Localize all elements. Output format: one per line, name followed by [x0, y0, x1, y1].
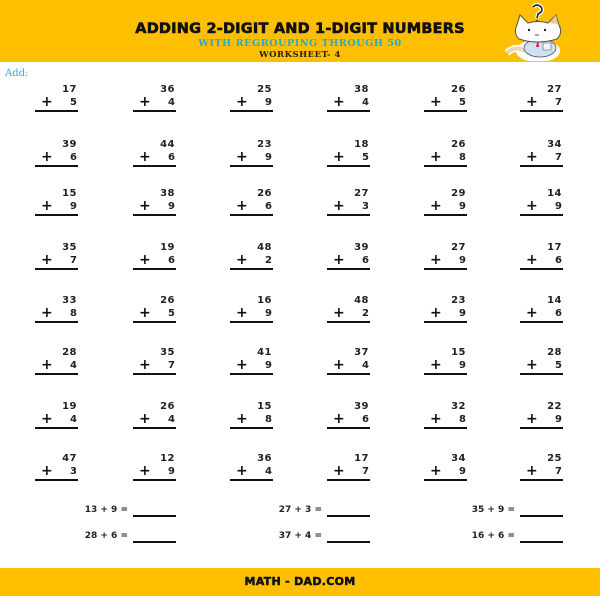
addend-bottom: 7 [70, 255, 77, 266]
horizontal-problem [260, 531, 370, 545]
addend-bottom: 7 [168, 360, 175, 371]
addition-problem [133, 84, 177, 114]
plus-icon: + [236, 357, 248, 373]
answer-line [520, 479, 563, 481]
addend-top: 22 [547, 401, 562, 412]
answer-line [230, 165, 273, 167]
addend-top: 34 [547, 139, 562, 150]
plus-icon: + [236, 411, 248, 427]
addition-problem [327, 401, 371, 431]
plus-icon: + [41, 305, 53, 321]
addition-problem [230, 139, 274, 169]
addend-top: 36 [160, 84, 175, 95]
addend-bottom: 5 [168, 308, 175, 319]
answer-line [424, 110, 467, 112]
answer-blank[interactable] [327, 541, 370, 543]
addend-bottom: 9 [555, 201, 562, 212]
addend-top: 26 [451, 139, 466, 150]
plus-icon: + [333, 411, 345, 427]
equation-text: 16 + 6 = [471, 531, 515, 541]
addition-problem [133, 139, 177, 169]
addend-top: 26 [160, 401, 175, 412]
equation-text: 13 + 9 = [84, 505, 128, 515]
addend-bottom: 9 [265, 308, 272, 319]
addend-bottom: 3 [70, 466, 77, 477]
addition-problem [230, 401, 274, 431]
plus-icon: + [41, 198, 53, 214]
plus-icon: + [430, 357, 442, 373]
answer-line [133, 373, 176, 375]
plus-icon: + [333, 94, 345, 110]
addend-top: 48 [354, 295, 369, 306]
cat-mascot-icon [503, 3, 571, 61]
answer-blank[interactable] [520, 541, 563, 543]
plus-icon: + [430, 94, 442, 110]
answer-line [424, 427, 467, 429]
addition-problem [133, 401, 177, 431]
plus-icon: + [526, 252, 538, 268]
addend-top: 19 [160, 242, 175, 253]
addend-top: 38 [160, 188, 175, 199]
answer-line [327, 479, 370, 481]
plus-icon: + [139, 252, 151, 268]
addend-top: 48 [257, 242, 272, 253]
addend-top: 26 [160, 295, 175, 306]
addition-problem [424, 453, 468, 483]
addend-bottom: 9 [168, 466, 175, 477]
answer-line [520, 165, 563, 167]
addend-bottom: 5 [362, 152, 369, 163]
addend-bottom: 6 [70, 152, 77, 163]
plus-icon: + [333, 252, 345, 268]
addition-problem [35, 347, 79, 377]
addend-bottom: 4 [168, 97, 175, 108]
addend-top: 27 [547, 84, 562, 95]
footer-site-name: MATH - DAD.COM [244, 575, 356, 588]
addition-problem [520, 401, 564, 431]
addition-problem [230, 295, 274, 325]
answer-line [327, 373, 370, 375]
addend-top: 26 [257, 188, 272, 199]
addend-top: 15 [257, 401, 272, 412]
addition-problem [35, 453, 79, 483]
addition-problem [424, 401, 468, 431]
addend-top: 26 [451, 84, 466, 95]
answer-line [230, 321, 273, 323]
addend-bottom: 9 [70, 201, 77, 212]
addend-top: 18 [354, 139, 369, 150]
addition-problem [424, 295, 468, 325]
answer-line [133, 165, 176, 167]
addend-bottom: 2 [265, 255, 272, 266]
addend-bottom: 9 [459, 201, 466, 212]
answer-blank[interactable] [133, 515, 176, 517]
answer-line [133, 214, 176, 216]
plus-icon: + [41, 411, 53, 427]
answer-line [35, 321, 78, 323]
answer-line [327, 268, 370, 270]
addend-top: 36 [257, 453, 272, 464]
plus-icon: + [139, 305, 151, 321]
addition-problem [327, 453, 371, 483]
plus-icon: + [526, 94, 538, 110]
addend-top: 37 [354, 347, 369, 358]
addition-problem [424, 188, 468, 218]
addition-problem [133, 188, 177, 218]
addition-problem [327, 139, 371, 169]
addend-top: 27 [451, 242, 466, 253]
plus-icon: + [41, 149, 53, 165]
addition-problem [35, 84, 79, 114]
answer-line [327, 321, 370, 323]
answer-line [520, 321, 563, 323]
answer-line [230, 214, 273, 216]
answer-blank[interactable] [327, 515, 370, 517]
plus-icon: + [139, 463, 151, 479]
addition-problem [35, 242, 79, 272]
addition-problem [133, 242, 177, 272]
plus-icon: + [41, 463, 53, 479]
answer-line [520, 214, 563, 216]
answer-line [520, 427, 563, 429]
answer-line [424, 479, 467, 481]
answer-line [133, 268, 176, 270]
plus-icon: + [333, 305, 345, 321]
addend-bottom: 9 [265, 97, 272, 108]
plus-icon: + [236, 149, 248, 165]
addend-top: 25 [547, 453, 562, 464]
addend-top: 47 [62, 453, 77, 464]
page-title: ADDING 2-DIGIT AND 1-DIGIT NUMBERS [135, 21, 465, 37]
answer-line [35, 479, 78, 481]
addend-bottom: 4 [70, 414, 77, 425]
plus-icon: + [526, 463, 538, 479]
addend-top: 39 [62, 139, 77, 150]
answer-line [230, 427, 273, 429]
addition-problem [520, 242, 564, 272]
addend-top: 15 [451, 347, 466, 358]
addition-problem [520, 84, 564, 114]
addend-bottom: 7 [555, 466, 562, 477]
answer-line [230, 268, 273, 270]
answer-line [35, 427, 78, 429]
addend-bottom: 5 [555, 360, 562, 371]
addition-problem [35, 295, 79, 325]
addend-bottom: 7 [555, 152, 562, 163]
answer-line [424, 268, 467, 270]
answer-line [327, 110, 370, 112]
addition-problem [35, 188, 79, 218]
answer-line [520, 268, 563, 270]
addition-problem [133, 347, 177, 377]
addend-bottom: 3 [362, 201, 369, 212]
addend-bottom: 8 [459, 414, 466, 425]
addend-bottom: 9 [265, 360, 272, 371]
equation-text: 27 + 3 = [278, 505, 322, 515]
addend-bottom: 9 [168, 201, 175, 212]
addend-top: 27 [354, 188, 369, 199]
addition-problem [133, 295, 177, 325]
answer-line [35, 214, 78, 216]
addend-top: 23 [257, 139, 272, 150]
addend-top: 23 [451, 295, 466, 306]
addend-bottom: 6 [265, 201, 272, 212]
addition-problem [230, 242, 274, 272]
plus-icon: + [236, 463, 248, 479]
header-banner [0, 0, 600, 62]
addend-bottom: 4 [362, 97, 369, 108]
addition-problem [133, 453, 177, 483]
answer-line [230, 110, 273, 112]
answer-line [424, 165, 467, 167]
addition-problem [35, 401, 79, 431]
plus-icon: + [139, 357, 151, 373]
addend-top: 28 [547, 347, 562, 358]
plus-icon: + [430, 149, 442, 165]
answer-line [133, 110, 176, 112]
addition-problem [327, 295, 371, 325]
plus-icon: + [41, 94, 53, 110]
addend-bottom: 9 [459, 360, 466, 371]
addend-bottom: 6 [168, 152, 175, 163]
addend-top: 29 [451, 188, 466, 199]
addend-top: 39 [354, 401, 369, 412]
equation-text: 35 + 9 = [471, 505, 515, 515]
addend-top: 34 [451, 453, 466, 464]
addend-bottom: 6 [362, 255, 369, 266]
addition-problem [327, 242, 371, 272]
addend-top: 41 [257, 347, 272, 358]
plus-icon: + [430, 305, 442, 321]
addition-problem [230, 84, 274, 114]
answer-blank[interactable] [520, 515, 563, 517]
addend-top: 17 [62, 84, 77, 95]
answer-line [327, 214, 370, 216]
addend-top: 17 [354, 453, 369, 464]
plus-icon: + [430, 411, 442, 427]
addition-problem [424, 347, 468, 377]
addend-top: 28 [62, 347, 77, 358]
answer-line [133, 479, 176, 481]
answer-line [327, 165, 370, 167]
addend-top: 38 [354, 84, 369, 95]
plus-icon: + [333, 357, 345, 373]
addition-problem [230, 347, 274, 377]
horizontal-problem [453, 531, 563, 545]
footer-banner [0, 568, 600, 596]
addend-bottom: 4 [168, 414, 175, 425]
addend-bottom: 9 [459, 466, 466, 477]
answer-line [327, 427, 370, 429]
addend-bottom: 5 [459, 97, 466, 108]
answer-line [424, 214, 467, 216]
answer-line [230, 479, 273, 481]
addend-top: 15 [62, 188, 77, 199]
plus-icon: + [333, 149, 345, 165]
plus-icon: + [526, 198, 538, 214]
addend-bottom: 7 [555, 97, 562, 108]
addition-problem [327, 188, 371, 218]
plus-icon: + [526, 305, 538, 321]
plus-icon: + [139, 198, 151, 214]
plus-icon: + [333, 198, 345, 214]
addition-problem [424, 139, 468, 169]
answer-line [520, 373, 563, 375]
addend-top: 25 [257, 84, 272, 95]
addend-bottom: 4 [70, 360, 77, 371]
equation-text: 28 + 6 = [84, 531, 128, 541]
answer-line [35, 373, 78, 375]
addition-problem [230, 453, 274, 483]
plus-icon: + [41, 357, 53, 373]
answer-blank[interactable] [133, 541, 176, 543]
addend-bottom: 9 [459, 308, 466, 319]
addition-problem [424, 84, 468, 114]
addend-top: 14 [547, 295, 562, 306]
plus-icon: + [236, 94, 248, 110]
addition-problem [520, 347, 564, 377]
plus-icon: + [430, 463, 442, 479]
addend-top: 35 [62, 242, 77, 253]
addend-bottom: 9 [459, 255, 466, 266]
page-subtitle: WITH REGROUPING THROUGH 50 [198, 38, 402, 49]
plus-icon: + [139, 94, 151, 110]
worksheet-number: WORKSHEET- 4 [259, 50, 341, 60]
plus-icon: + [236, 198, 248, 214]
addition-problem [520, 295, 564, 325]
answer-line [230, 373, 273, 375]
answer-line [133, 321, 176, 323]
addend-bottom: 6 [555, 308, 562, 319]
plus-icon: + [236, 252, 248, 268]
addend-top: 14 [547, 188, 562, 199]
instructions-label: Add: [5, 68, 29, 79]
addend-bottom: 2 [362, 308, 369, 319]
addend-bottom: 5 [70, 97, 77, 108]
horizontal-problem [260, 505, 370, 519]
addition-problem [327, 84, 371, 114]
answer-line [35, 110, 78, 112]
plus-icon: + [526, 357, 538, 373]
addend-bottom: 6 [555, 255, 562, 266]
plus-icon: + [139, 149, 151, 165]
addend-top: 35 [160, 347, 175, 358]
addition-problem [230, 188, 274, 218]
addend-top: 16 [257, 295, 272, 306]
answer-line [35, 165, 78, 167]
answer-line [424, 321, 467, 323]
addition-problem [520, 139, 564, 169]
addend-bottom: 9 [555, 414, 562, 425]
horizontal-problem [66, 505, 176, 519]
plus-icon: + [526, 149, 538, 165]
addend-bottom: 7 [362, 466, 369, 477]
addend-top: 44 [160, 139, 175, 150]
plus-icon: + [526, 411, 538, 427]
addend-bottom: 4 [362, 360, 369, 371]
addition-problem [327, 347, 371, 377]
addition-problem [520, 188, 564, 218]
equation-text: 37 + 4 = [278, 531, 322, 541]
plus-icon: + [139, 411, 151, 427]
addend-bottom: 8 [459, 152, 466, 163]
addend-bottom: 9 [265, 152, 272, 163]
plus-icon: + [236, 305, 248, 321]
plus-icon: + [430, 252, 442, 268]
addend-bottom: 6 [168, 255, 175, 266]
plus-icon: + [333, 463, 345, 479]
addend-top: 32 [451, 401, 466, 412]
horizontal-problem [66, 531, 176, 545]
addend-bottom: 8 [265, 414, 272, 425]
addend-top: 12 [160, 453, 175, 464]
addition-problem [424, 242, 468, 272]
addition-problem [520, 453, 564, 483]
answer-line [35, 268, 78, 270]
plus-icon: + [41, 252, 53, 268]
addend-bottom: 4 [265, 466, 272, 477]
answer-line [520, 110, 563, 112]
horizontal-problem [453, 505, 563, 519]
addition-problem [35, 139, 79, 169]
plus-icon: + [430, 198, 442, 214]
addend-top: 17 [547, 242, 562, 253]
addend-bottom: 6 [362, 414, 369, 425]
answer-line [424, 373, 467, 375]
addend-top: 19 [62, 401, 77, 412]
addend-top: 39 [354, 242, 369, 253]
answer-line [133, 427, 176, 429]
addend-bottom: 8 [70, 308, 77, 319]
addend-top: 33 [62, 295, 77, 306]
